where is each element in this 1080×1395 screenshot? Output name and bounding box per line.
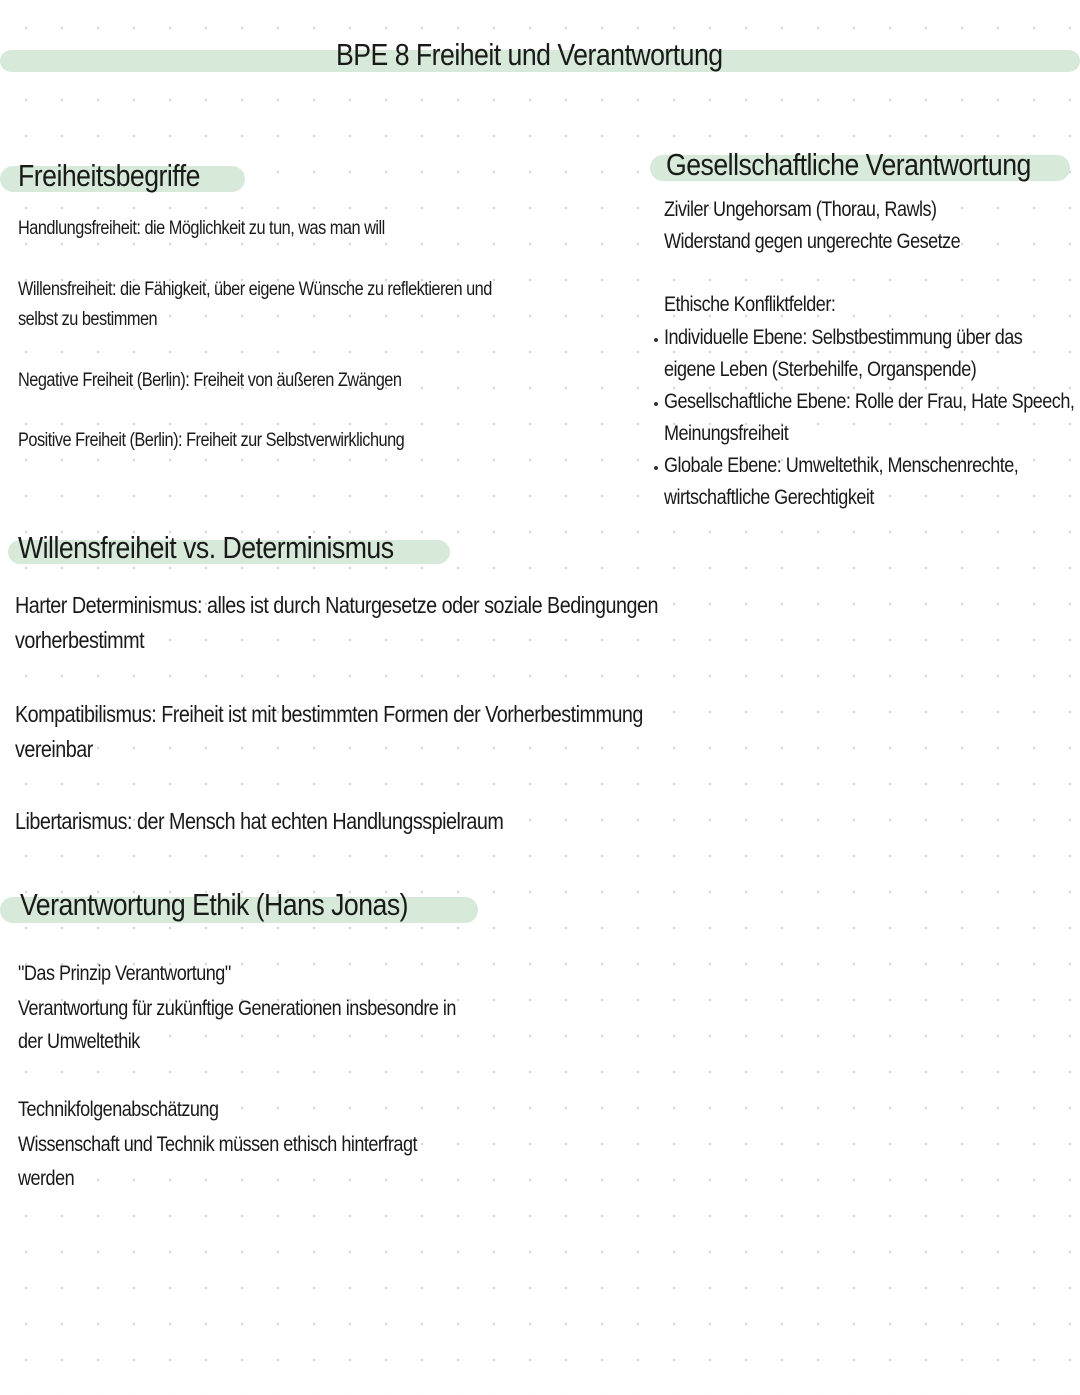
heading-jonas: Verantwortung Ethik (Hans Jonas)	[20, 887, 409, 922]
text-line: vorherbestimmt	[15, 627, 145, 653]
text-line: Kompatibilismus: Freiheit ist mit bestimmten Formen der Vorherbestimmung	[15, 701, 643, 727]
text-line: Widerstand gegen ungerechte Gesetze	[664, 230, 961, 253]
text-line: Globale Ebene: Umweltethik, Menschenrechte,	[664, 454, 1019, 477]
text-line: Technikfolgenabschätzung	[18, 1098, 219, 1121]
text-line: Verantwortung für zukünftige Generationen insbesondre in	[18, 997, 456, 1020]
bullet-icon	[654, 466, 658, 470]
text-line: Ziviler Ungehorsam (Thorau, Rawls)	[664, 198, 937, 221]
text-line: wirtschaftliche Gerechtigkeit	[664, 486, 874, 509]
text-line: Wissenschaft und Technik müssen ethisch hinterfragt	[18, 1133, 417, 1156]
text-line: vereinbar	[15, 736, 93, 762]
text-line: Individuelle Ebene: Selbstbestimmung über das	[664, 326, 1023, 349]
text-line: selbst zu bestimmen	[18, 309, 158, 330]
text-line: Libertarismus: der Mensch hat echten Handlungsspielraum	[15, 808, 504, 834]
text-line: Harter Determinismus: alles ist durch Naturgesetze oder soziale Bedingungen	[15, 592, 658, 618]
text-line: Meinungsfreiheit	[664, 422, 789, 445]
page-title: BPE 8 Freiheit und Verantwortung	[336, 37, 723, 72]
text-line: Positive Freiheit (Berlin): Freiheit zur Selbstverwirklichung	[18, 430, 405, 451]
text-line: Willensfreiheit: die Fähigkeit, über eigene Wünsche zu reflektieren und	[18, 279, 492, 300]
text-line: Handlungsfreiheit: die Möglichkeit zu tun, was man will	[18, 218, 385, 239]
text-line: der Umweltethik	[18, 1030, 140, 1053]
heading-gesellschaft: Gesellschaftliche Verantwortung	[666, 147, 1031, 182]
heading-determinismus: Willensfreiheit vs. Determinismus	[18, 530, 394, 565]
text-line: werden	[18, 1167, 75, 1190]
text-line: Negative Freiheit (Berlin): Freiheit von äußeren Zwängen	[18, 370, 402, 391]
bullet-icon	[654, 338, 658, 342]
bullet-icon	[654, 402, 658, 406]
text-line: "Das Prinzip Verantwortung"	[18, 962, 231, 985]
text-line: eigene Leben (Sterbehilfe, Organspende)	[664, 358, 977, 381]
text-line: Gesellschaftliche Ebene: Rolle der Frau, Hate Speech,	[664, 390, 1075, 413]
text-line: Ethische Konfliktfelder:	[664, 293, 836, 316]
heading-freiheitsbegriffe: Freiheitsbegriffe	[18, 158, 200, 193]
